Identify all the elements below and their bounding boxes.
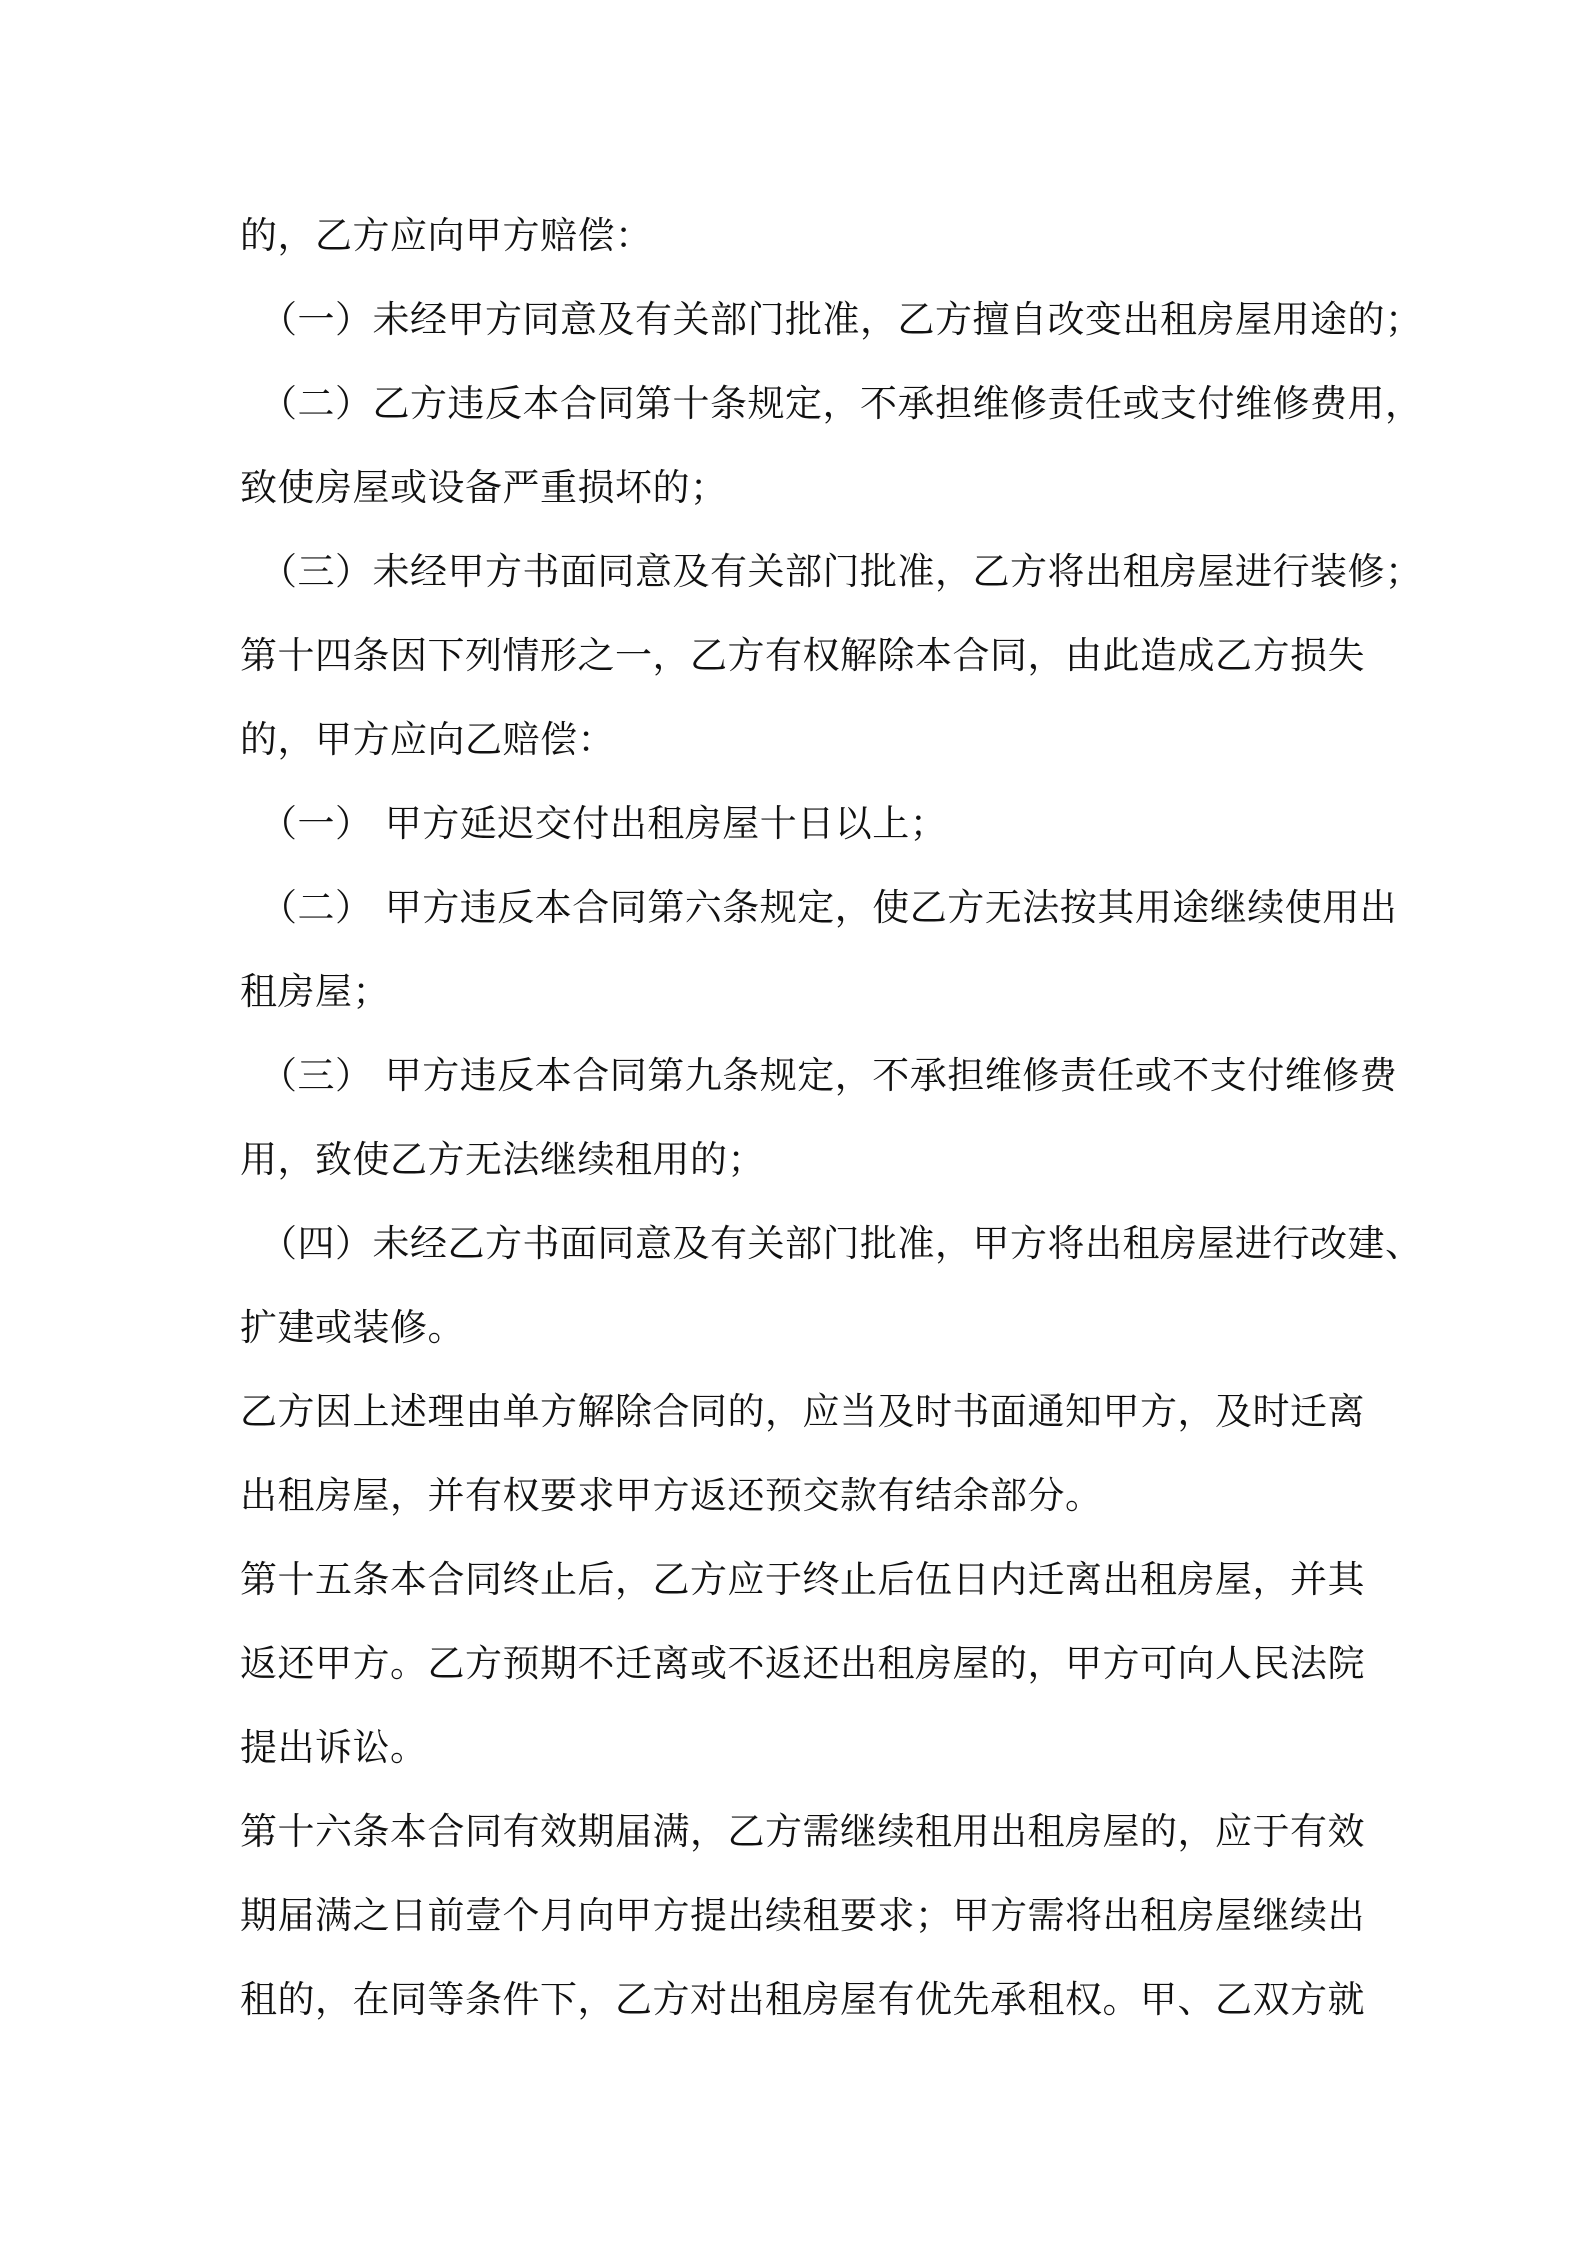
text-line: 提出诉讼。 [240,1726,428,1769]
text-line: （一） 甲方延迟交付出租房屋十日以上； [260,802,948,845]
text-line: 返还甲方。乙方预期不迁离或不返还出租房屋的，甲方可向人民法院 [240,1642,1365,1685]
text-line: 乙方因上述理由单方解除合同的，应当及时书面通知甲方，及时迁离 [240,1390,1365,1433]
text-line: 致使房屋或设备严重损坏的； [240,466,728,509]
text-line: 期届满之日前壹个月向甲方提出续租要求；甲方需将出租房屋继续出 [240,1894,1365,1937]
text-line: 第十四条因下列情形之一，乙方有权解除本合同，由此造成乙方损失 [240,634,1365,677]
text-line: （三） 甲方违反本合同第九条规定，不承担维修责任或不支付维修费 [260,1054,1398,1097]
text-line: 第十六条本合同有效期届满，乙方需继续租用出租房屋的，应于有效 [240,1810,1365,1853]
text-line: 租房屋； [240,970,390,1013]
text-line: 用，致使乙方无法继续租用的； [240,1138,765,1181]
document-body [240,194,1423,2042]
text-line: （二） 甲方违反本合同第六条规定，使乙方无法按其用途继续使用出 [260,886,1398,929]
text-line: 的，甲方应向乙赔偿： [240,718,615,761]
text-line: （二）乙方违反本合同第十条规定，不承担维修责任或支付维修费用， [260,382,1423,425]
text-line: 第十五条本合同终止后，乙方应于终止后伍日内迁离出租房屋，并其 [240,1558,1365,1601]
text-line: 出租房屋，并有权要求甲方返还预交款有结余部分。 [240,1474,1103,1517]
text-line: 租的，在同等条件下，乙方对出租房屋有优先承租权。甲、乙双方就 [240,1978,1365,2021]
text-line: （三）未经甲方书面同意及有关部门批准，乙方将出租房屋进行装修； [260,550,1423,593]
text-line: （四）未经乙方书面同意及有关部门批准，甲方将出租房屋进行改建、 [260,1222,1423,1265]
text-line: 的，乙方应向甲方赔偿： [240,214,653,257]
text-line: 扩建或装修。 [240,1306,465,1349]
text-line: （一）未经甲方同意及有关部门批准，乙方擅自改变出租房屋用途的； [260,298,1423,341]
